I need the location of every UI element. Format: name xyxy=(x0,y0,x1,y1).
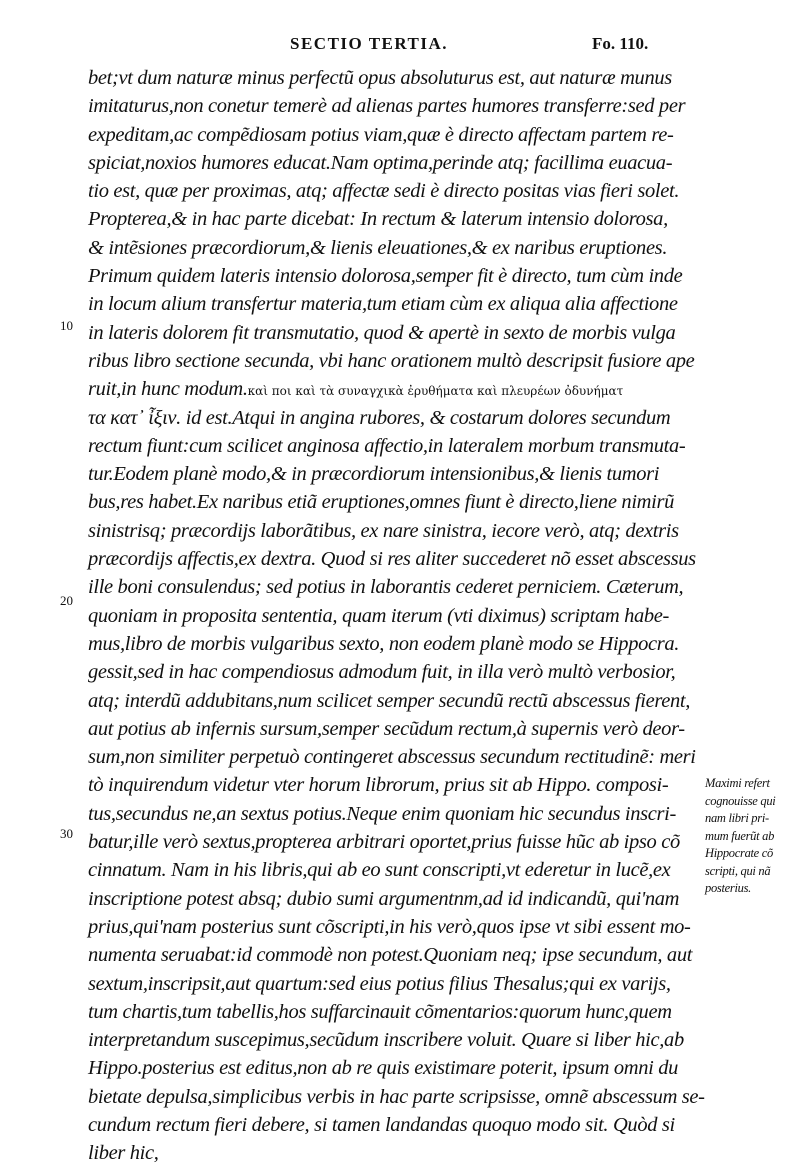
text-line xyxy=(88,149,718,177)
text-line xyxy=(88,64,718,92)
text-line xyxy=(88,347,718,375)
greek-quotation: καὶ ποι καὶ τὰ συναγχικὰ ἐρυθήματα καὶ πλευρέων ὀδυνήματ xyxy=(247,384,624,399)
margin-note-line: posterius. xyxy=(705,881,751,895)
text-line xyxy=(88,998,718,1026)
text-line xyxy=(88,800,718,828)
folio-number: Fo. 110. xyxy=(592,34,649,53)
text-line xyxy=(88,121,718,149)
text-line xyxy=(88,856,718,884)
text-line-content: prius,qui'nam posterius sunt cõscripti,in his verò,quos ipse vt sibi essent mo- xyxy=(88,915,691,938)
margin-note xyxy=(705,775,797,898)
text-line xyxy=(88,828,718,856)
text-line xyxy=(88,319,718,347)
text-line xyxy=(88,234,718,262)
text-line-content: quoniam in proposita sententia, quam iterum (vti diximus) scriptam habe- xyxy=(88,604,670,627)
text-line xyxy=(88,941,718,969)
text-line-content: bet;vt dum naturæ minus perfectũ opus absoluturus est, aut naturæ munus xyxy=(88,67,672,89)
text-line-content: expeditam,ac compẽdiosam potius viam,quæ è directo affectam partem re- xyxy=(88,123,674,146)
running-title: SECTIO TERTIA. xyxy=(290,34,449,53)
margin-note-line: nam libri pri- xyxy=(705,811,769,825)
text-line-content: batur,ille verò sextus,propterea arbitrari oportet,prius fuisse hũc ab ipso cõ xyxy=(88,831,680,854)
margin-note-line: Hippocrate cõ xyxy=(705,846,773,860)
text-line xyxy=(88,460,718,488)
text-line-content: præcordijs affectis,ex dextra. Quod si res aliter succederet nõ esset abscessus xyxy=(88,548,696,571)
text-line xyxy=(88,771,718,799)
line-number-30: 30 xyxy=(60,826,73,841)
text-line-content: Hippo.posterius est editus,non ab re quis existimare poterit, ipsum omni du xyxy=(88,1057,679,1080)
text-line xyxy=(88,970,718,998)
text-line-content: ruit,in hunc modum. xyxy=(88,378,248,401)
text-line xyxy=(88,687,718,715)
text-line-content: sinistrisq; præcordijs laborãtibus, ex nare sinistra, iecore verò, atq; dextris xyxy=(88,519,679,542)
text-line xyxy=(88,885,718,913)
margin-note-line: scripti, qui nã xyxy=(705,863,771,878)
text-line-content: in lateris dolorem fit transmutatio, quod & apertè in sexto de morbis vulga xyxy=(88,321,676,344)
text-line xyxy=(88,205,718,233)
text-line xyxy=(88,573,718,601)
text-line-content: ribus libro sectione secunda, vbi hanc orationem multò descripsit fusiore ape xyxy=(88,349,695,372)
text-line xyxy=(88,177,718,205)
text-line xyxy=(88,404,718,432)
text-line xyxy=(88,432,718,460)
text-line-content: in locum alium transfertur materia,tum etiam cùm ex aliqua alia affectione xyxy=(88,293,678,316)
text-line-content: τα κατ᾽ ἶξιν. id est.Atqui in angina rubores, & costarum dolores secundum xyxy=(88,406,671,429)
text-line-content: tus,secundus ne,an sextus potius.Neque enim quoniam hic secundus inscri- xyxy=(88,802,677,825)
text-line-content: tum chartis,tum tabellis,hos suffarcinauit cõmentarios:quorum hunc,quem xyxy=(88,1000,672,1023)
text-line xyxy=(88,262,718,290)
text-line xyxy=(88,630,718,658)
text-line xyxy=(88,1026,718,1054)
text-line-content: sextum,inscripsit,aut quartum:sed eius potius filius Thesalus;qui ex varijs, xyxy=(88,972,671,995)
text-line-content: inscriptione potest absq; dubio sumi argumentnm,ad id indicandũ, qui'nam xyxy=(88,887,680,910)
text-line-content: numenta seruabat:id commodè non potest.Quoniam neq; ipse secundum, aut xyxy=(88,944,693,967)
margin-note-line: mum fuerũt ab xyxy=(705,828,775,843)
text-line xyxy=(88,913,718,941)
text-line-content: interpretandum suscepimus,secũdum inscribere voluit. Quare si liber hic,ab xyxy=(88,1029,684,1052)
text-line xyxy=(88,743,718,771)
text-line-content: & intẽsiones præcordiorum,& lienis eleuationes,& ex naribus eruptiones. xyxy=(88,236,668,259)
text-line-content: rectum fiunt:cum scilicet anginosa affectio,in lateralem morbum transmuta- xyxy=(88,434,686,457)
text-line xyxy=(88,1083,718,1111)
text-line xyxy=(88,517,718,545)
margin-note-line: Maximi refert xyxy=(705,776,770,790)
text-line-content: mus,libro de morbis vulgaribus sexto, non eodem planè modo se Hippocra. xyxy=(88,632,680,655)
text-line-content: Propterea,& in hac parte dicebat: In rectum & laterum intensio dolorosa, xyxy=(88,208,668,231)
line-number-20: 20 xyxy=(60,593,73,608)
text-line xyxy=(88,545,718,573)
text-line-content: bus,res habet.Ex naribus etiã eruptiones,omnes fiunt è directo,liene nimirũ xyxy=(88,491,675,514)
text-line xyxy=(88,1139,718,1167)
text-line-content: tò inquirendum videtur vter horum librorum, prius sit ab Hippo. composi- xyxy=(88,774,669,797)
text-line xyxy=(88,715,718,743)
text-line-content: bietate depulsa,simplicibus verbis in hac parte scripsisse, omnẽ abscessum se- xyxy=(88,1085,705,1108)
margin-note-line: cognouisse qui xyxy=(705,793,776,808)
text-line-content: liber hic, xyxy=(88,1142,159,1165)
text-line-content: ille boni consulendus; sed potius in laborantis cederet perniciem. Cæterum, xyxy=(88,576,684,599)
main-text-column xyxy=(88,64,718,1168)
text-line-content: atq; interdũ addubitans,num scilicet semper secundũ rectũ abscessus fierent, xyxy=(88,689,690,712)
text-line xyxy=(88,92,718,120)
text-line-content: spiciat,noxios humores educat.Nam optima,perinde atq; facillima euacua- xyxy=(88,151,673,174)
text-line-content: cinnatum. Nam in his libris,qui ab eo sunt conscripti,vt ederetur in lucẽ,ex xyxy=(88,859,671,882)
text-line xyxy=(88,1111,718,1139)
text-line xyxy=(88,658,718,686)
text-line-content: cundum rectum fieri debere, si tamen landandas quoquo modo sit. Quòd si xyxy=(88,1113,675,1136)
text-line-content: imitaturus,non conetur temerè ad alienas partes humores transferre:sed per xyxy=(88,95,686,118)
line-number-10: 10 xyxy=(60,318,73,333)
text-line-content: gessit,sed in hac compendiosus admodum fuit, in illa verò multò verbosior, xyxy=(88,661,676,684)
text-line xyxy=(88,488,718,516)
text-line xyxy=(88,602,718,630)
text-line-content: Primum quidem lateris intensio dolorosa,semper fit è directo, tum cùm inde xyxy=(88,265,683,288)
text-line-content: tur.Eodem planè modo,& in præcordiorum intensionibus,& lienis tumori xyxy=(88,463,660,486)
text-line-content: aut potius ab infernis sursum,semper secũdum rectum,à supernis verò deor- xyxy=(88,717,685,740)
text-line-content: sum,non similiter perpetuò contingeret abscessus secundum rectitudinẽ: meri xyxy=(88,746,696,769)
text-line-content: tio est, quæ per proximas, atq; affectæ sedi è directo positas vias fieri solet. xyxy=(88,180,680,203)
text-line xyxy=(88,1054,718,1082)
text-line xyxy=(88,290,718,318)
text-line xyxy=(88,375,718,403)
